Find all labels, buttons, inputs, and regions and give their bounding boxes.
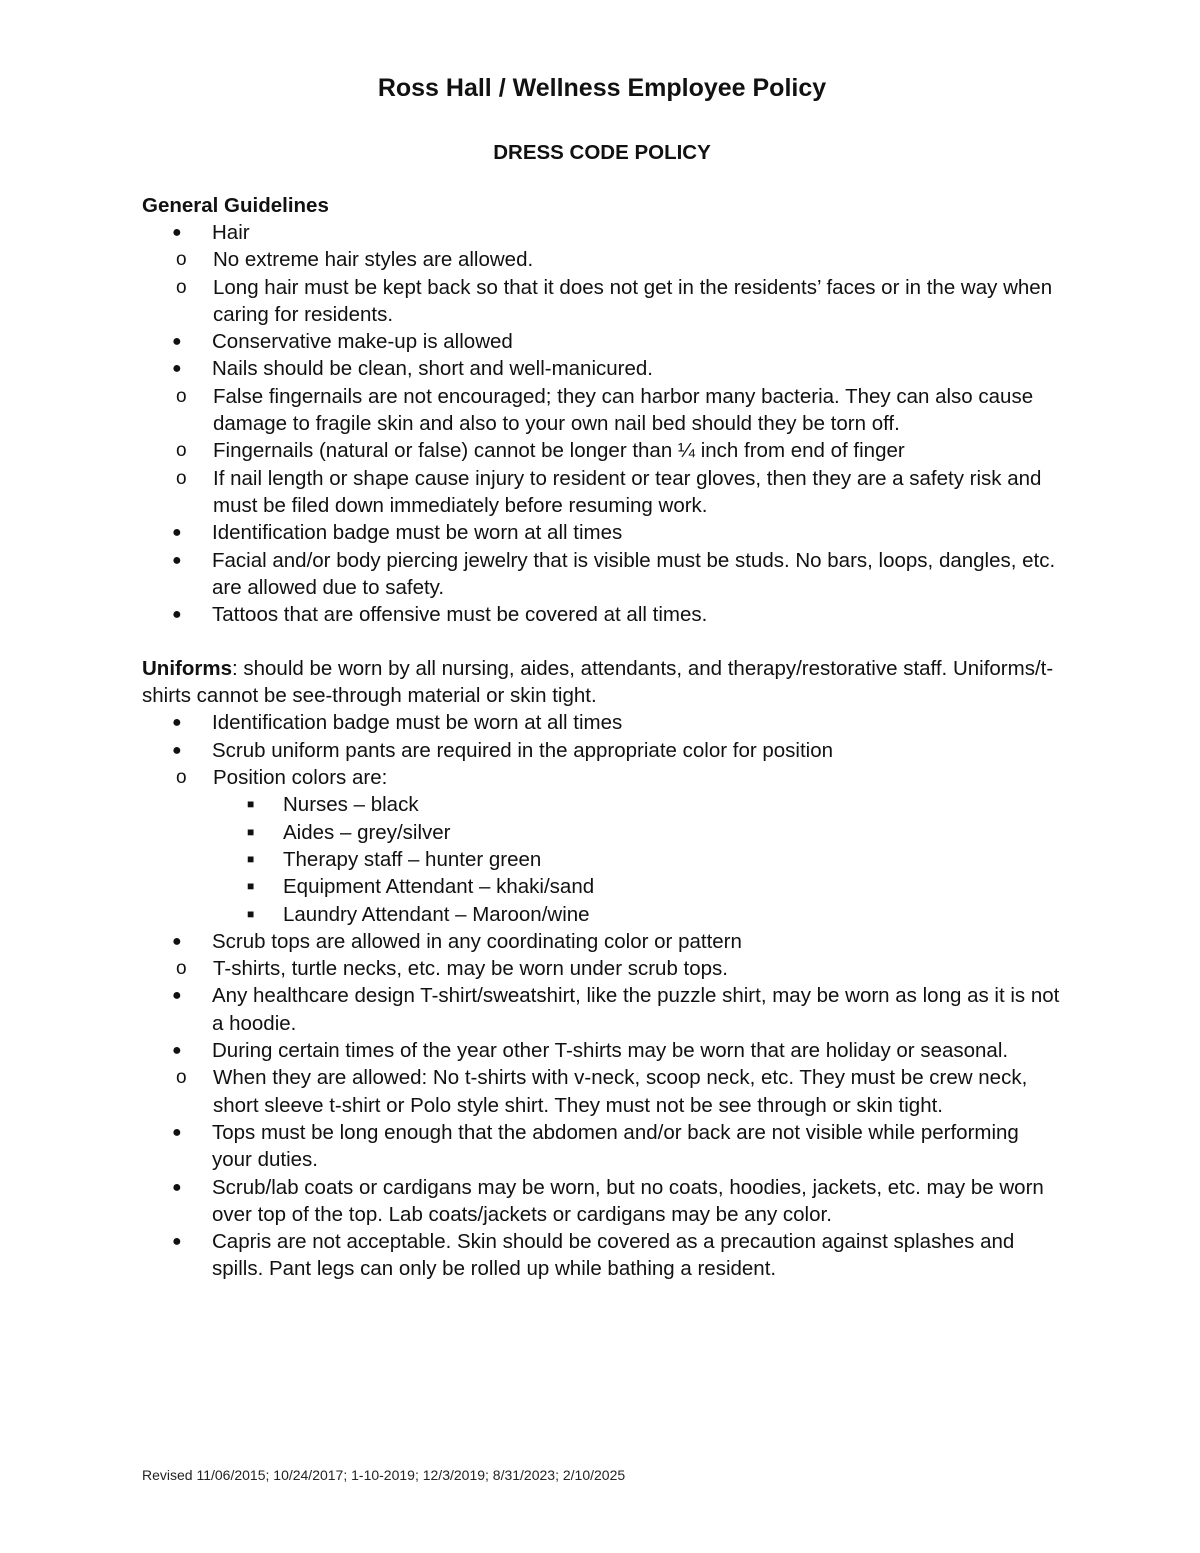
circle-bullet-icon: o: [176, 958, 187, 980]
circle-bullet-icon: o: [176, 440, 187, 462]
sub-list: [142, 955, 1062, 982]
list-item: [142, 1174, 1062, 1229]
sub-list-item: [142, 955, 1062, 982]
circle-bullet-icon: o: [176, 249, 187, 271]
list-item-text: Scrub tops are allowed in any coordinating color or pattern: [212, 929, 742, 953]
general-guidelines-heading: General Guidelines: [142, 194, 329, 217]
position-color-item: [142, 901, 1062, 928]
sub-list-item-text: Long hair must be kept back so that it does not get in the residents’ faces or in the way when caring for residents.: [213, 275, 1053, 326]
circle-bullet-icon: o: [176, 1067, 187, 1089]
list-item: [142, 519, 1062, 546]
uniforms-lead: Uniforms: [142, 657, 232, 681]
bullet-icon: ●: [172, 606, 182, 624]
position-colors-list: [142, 791, 1062, 927]
list-item: [142, 355, 1062, 519]
square-bullet-icon: ■: [247, 906, 255, 921]
list-item: [142, 1037, 1062, 1119]
list-item-text: Hair: [212, 221, 250, 244]
sub-list-item-text: Fingernails (natural or false) cannot be longer than ¼ inch from end of finger: [213, 439, 905, 463]
sub-list-item-text: Position colors are:: [213, 766, 388, 790]
list-item: [142, 601, 1062, 628]
bullet-icon: ●: [172, 1123, 182, 1141]
bullet-icon: ●: [172, 224, 182, 241]
circle-bullet-icon: o: [176, 767, 187, 789]
sub-list: [142, 246, 1062, 328]
list-item-text: Nails should be clean, short and well-manicured.: [212, 357, 653, 381]
position-color-text: Aides – grey/silver: [283, 820, 451, 844]
list-item-text: Tops must be long enough that the abdomen and/or back are not visible while performing your duties.: [212, 1120, 1019, 1172]
circle-bullet-icon: o: [176, 276, 187, 298]
sub-list-item: [142, 274, 1062, 329]
position-color-text: Therapy staff – hunter green: [283, 847, 542, 871]
list-item-text: Scrub uniform pants are required in the appropriate color for position: [212, 738, 834, 762]
document-page: [142, 68, 1062, 1283]
list-item: [142, 1228, 1062, 1283]
square-bullet-icon: ■: [247, 851, 255, 866]
list-item: [142, 928, 1062, 983]
list-item-text: Capris are not acceptable. Skin should be covered as a precaution against splashes and spills. Pant legs can only be rolled up while bathing a resident.: [212, 1230, 1015, 1281]
list-item: [142, 982, 1062, 1037]
sub-list-item-text: T-shirts, turtle necks, etc. may be worn under scrub tops.: [213, 957, 728, 981]
sub-list-item: [142, 246, 1062, 273]
list-item-text: Tattoos that are offensive must be covered at all times.: [212, 603, 708, 627]
sub-list-item-text: False fingernails are not encouraged; they can harbor many bacteria. They can also cause damage to fragile skin and also to your own nail bed should they be torn off.: [213, 384, 1034, 436]
position-color-item: [142, 819, 1062, 846]
sub-list: [142, 764, 1062, 928]
square-bullet-icon: ■: [247, 824, 255, 839]
list-item: [142, 1119, 1062, 1174]
sub-list-item: [142, 465, 1062, 520]
sub-list-item: [142, 383, 1062, 438]
bullet-icon: ●: [172, 524, 182, 542]
list-item: [142, 219, 1062, 328]
list-item: [142, 709, 1062, 736]
uniforms-list: [142, 709, 1062, 1282]
list-item-text: Identification badge must be worn at all times: [212, 521, 623, 545]
sub-list: [142, 383, 1062, 519]
bullet-icon: ●: [172, 1233, 182, 1251]
bullet-icon: ●: [172, 333, 182, 351]
list-item-text: Identification badge must be worn at all times: [212, 711, 623, 735]
list-item-text: Conservative make-up is allowed: [212, 330, 513, 354]
position-color-item: [142, 873, 1062, 900]
bullet-icon: ●: [172, 987, 182, 1005]
uniforms-paragraph: [142, 655, 1062, 709]
sub-list-item-text: If nail length or shape cause injury to resident or tear gloves, then they are a safety risk and must be filed down immediately before resuming work.: [213, 466, 1042, 517]
square-bullet-icon: ■: [247, 797, 255, 812]
square-bullet-icon: ■: [247, 879, 255, 894]
bullet-icon: ●: [172, 551, 182, 569]
list-item: [142, 737, 1062, 928]
bullet-icon: ●: [172, 1178, 182, 1196]
list-item-text: Facial and/or body piercing jewelry that is visible must be studs. No bars, loops, dangles, etc. are allowed due to safety.: [212, 548, 1056, 599]
bullet-icon: ●: [172, 360, 182, 378]
sub-list-item-text: No extreme hair styles are allowed.: [213, 248, 534, 272]
revision-footer: Revised 11/06/2015; 10/24/2017; 1-10-2019; 12/3/2019; 8/31/2023; 2/10/2025: [142, 1467, 626, 1483]
list-item-text: During certain times of the year other T-shirts may be worn that are holiday or seasonal.: [212, 1039, 1009, 1063]
sub-list-item: [142, 437, 1062, 464]
list-item-text: Any healthcare design T-shirt/sweatshirt, like the puzzle shirt, may be worn as long as it is not a hoodie.: [212, 984, 1060, 1035]
document-subtitle: DRESS CODE POLICY: [493, 141, 711, 164]
bullet-icon: ●: [172, 1042, 182, 1060]
sub-list-item-text: When they are allowed: No t-shirts with v-neck, scoop neck, etc. They must be crew neck, short sleeve t-shirt or Polo style shirt. They must not be see through or skin tight.: [213, 1066, 1028, 1117]
position-color-text: Equipment Attendant – khaki/sand: [283, 875, 595, 899]
bullet-icon: ●: [172, 741, 182, 759]
list-item: [142, 328, 1062, 355]
bullet-icon: ●: [172, 714, 182, 732]
position-color-item: [142, 791, 1062, 818]
uniforms-intro: : should be worn by all nursing, aides, attendants, and therapy/restorative staff. Uniforms/t-shirts cannot be see-through material or skin tight.: [142, 657, 1054, 708]
bullet-icon: ●: [172, 932, 182, 950]
sub-list: [142, 1064, 1062, 1119]
list-item: [142, 547, 1062, 602]
sub-list-item: [142, 764, 1062, 928]
position-color-text: Laundry Attendant – Maroon/wine: [283, 902, 590, 926]
circle-bullet-icon: o: [176, 385, 187, 407]
position-color-text: Nurses – black: [283, 793, 419, 817]
sub-list-item: [142, 1064, 1062, 1119]
document-title: Ross Hall / Wellness Employee Policy: [377, 74, 827, 102]
position-color-item: [142, 846, 1062, 873]
list-item-text: Scrub/lab coats or cardigans may be worn, but no coats, hoodies, jackets, etc. may be worn over top of the top. Lab coats/jackets or cardigans may be any color.: [212, 1175, 1044, 1226]
circle-bullet-icon: o: [176, 467, 187, 489]
general-guidelines-list: [142, 219, 1062, 628]
